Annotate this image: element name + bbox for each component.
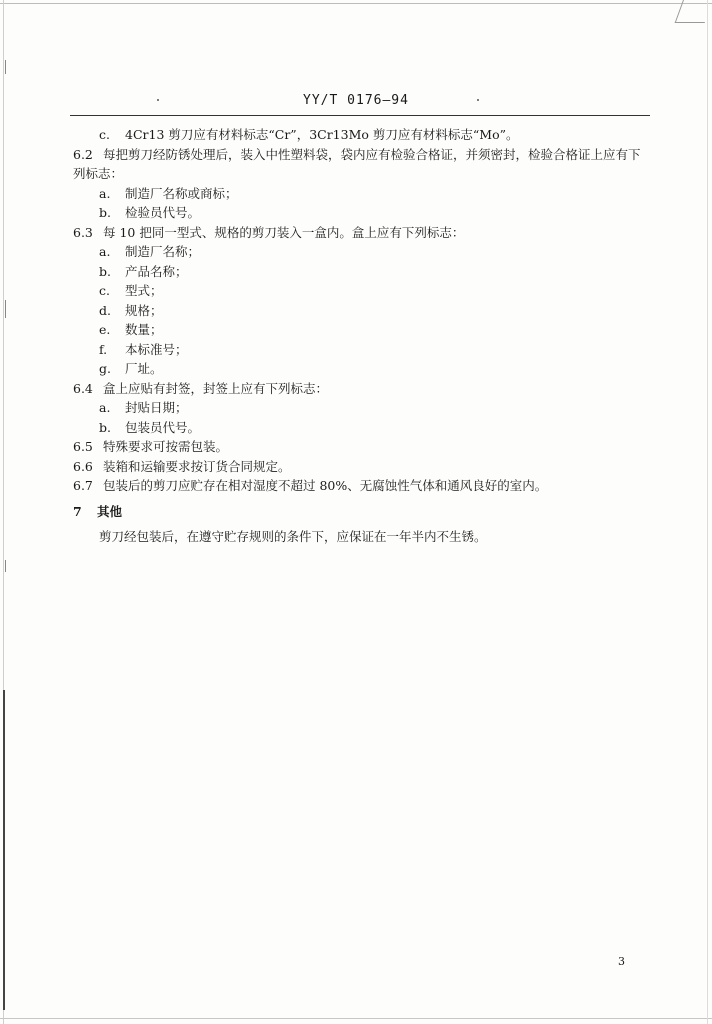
list-item-text: 4Cr13 剪刀应有材料标志“Cr”，3Cr13Mo 剪刀应有材料标志“Mo”。: [125, 127, 519, 142]
clause-text: 特殊要求可按需包装。: [103, 439, 229, 454]
clause-6-2-continuation: 列标志：: [73, 166, 124, 181]
list-item-letter: e.: [99, 322, 111, 337]
list-item-text: 型式；: [125, 283, 163, 298]
list-item-letter: a.: [99, 185, 111, 201]
list-item: [73, 301, 648, 321]
scan-tick: [5, 60, 6, 74]
clause-text: 盒上应贴有封签，封签上应有下列标志：: [103, 380, 329, 396]
list-item: [73, 320, 648, 340]
clause-number: 6.2: [73, 146, 93, 162]
list-item-text: 产品名称；: [125, 263, 188, 279]
scan-edge-top: [0, 3, 712, 4]
list-item: [73, 184, 648, 204]
list-item-letter: c.: [99, 283, 110, 298]
list-item-letter: a.: [99, 400, 111, 415]
list-item-letter: c.: [99, 127, 110, 142]
clause-number: 6.3: [73, 224, 93, 240]
clause-6-5: [73, 437, 648, 457]
standard-code-header: YY/T 0176—94: [303, 93, 409, 108]
list-item-text: 包装员代号。: [125, 419, 201, 435]
list-item: [73, 281, 648, 301]
list-item: [73, 418, 648, 438]
clause-6-2: [73, 145, 648, 165]
list-item-text: 厂址。: [125, 361, 163, 376]
list-item-letter: f.: [99, 341, 108, 357]
clause-6-6: [73, 457, 648, 477]
list-item-letter: g.: [99, 361, 111, 376]
clause-number: 6.6: [73, 458, 93, 474]
clause-6-4: [73, 379, 648, 399]
list-item-letter: b.: [99, 263, 111, 279]
list-item-text: 制造厂名称；: [125, 244, 201, 259]
list-item-text: 本标准号；: [125, 341, 188, 357]
scan-tick: [5, 300, 6, 318]
page-number: 3: [618, 955, 625, 968]
list-item: [73, 340, 648, 360]
scan-edge-right: [707, 0, 708, 1024]
scan-edge-bottom: [0, 1018, 712, 1019]
clause-text: 包装后的剪刀应贮存在相对湿度不超过 80%、无腐蚀性气体和通风良好的室内。: [103, 478, 548, 493]
section-title: 其他: [97, 503, 123, 519]
clause-number: 6.4: [73, 380, 93, 396]
scan-edge-left-dark: [3, 690, 5, 1010]
section-7-heading: [73, 502, 648, 522]
list-item: [73, 125, 648, 145]
list-item-letter: b.: [99, 205, 111, 220]
clause-6-7: [73, 476, 648, 496]
list-item-letter: b.: [99, 419, 111, 435]
list-item: [73, 242, 648, 262]
list-item-letter: a.: [99, 244, 111, 259]
list-item: [73, 359, 648, 379]
clause-text: 每把剪刀经防锈处理后，装入中性塑料袋，袋内应有检验合格证，并须密封，检验合格证上应有下: [103, 146, 641, 162]
clause-number: 6.5: [73, 439, 93, 454]
list-item: [73, 262, 648, 282]
list-item-text: 数量；: [125, 322, 163, 337]
scan-tick: [5, 560, 6, 572]
document-body: [73, 125, 648, 547]
list-item-text: 检验员代号。: [125, 205, 201, 220]
clause-number: 6.7: [73, 478, 93, 493]
list-item-letter: d.: [99, 302, 111, 318]
clause-6-3: [73, 223, 648, 243]
header-rule: [70, 115, 650, 116]
clause-text: 每 10 把同一型式、规格的剪刀装入一盒内。盒上应有下列标志：: [103, 224, 465, 240]
list-item-text: 制造厂名称或商标；: [125, 185, 238, 201]
list-item-text: 封贴日期；: [125, 400, 188, 415]
list-item: [73, 398, 648, 418]
list-item-text: 规格；: [125, 302, 163, 318]
clause-text: 装箱和运输要求按订货合同规定。: [103, 458, 291, 474]
section-7-paragraph: 剪刀经包装后，在遵守贮存规则的条件下，应保证在一年半内不生锈。: [99, 529, 487, 544]
list-item: [73, 203, 648, 223]
section-number: 7: [73, 503, 82, 519]
